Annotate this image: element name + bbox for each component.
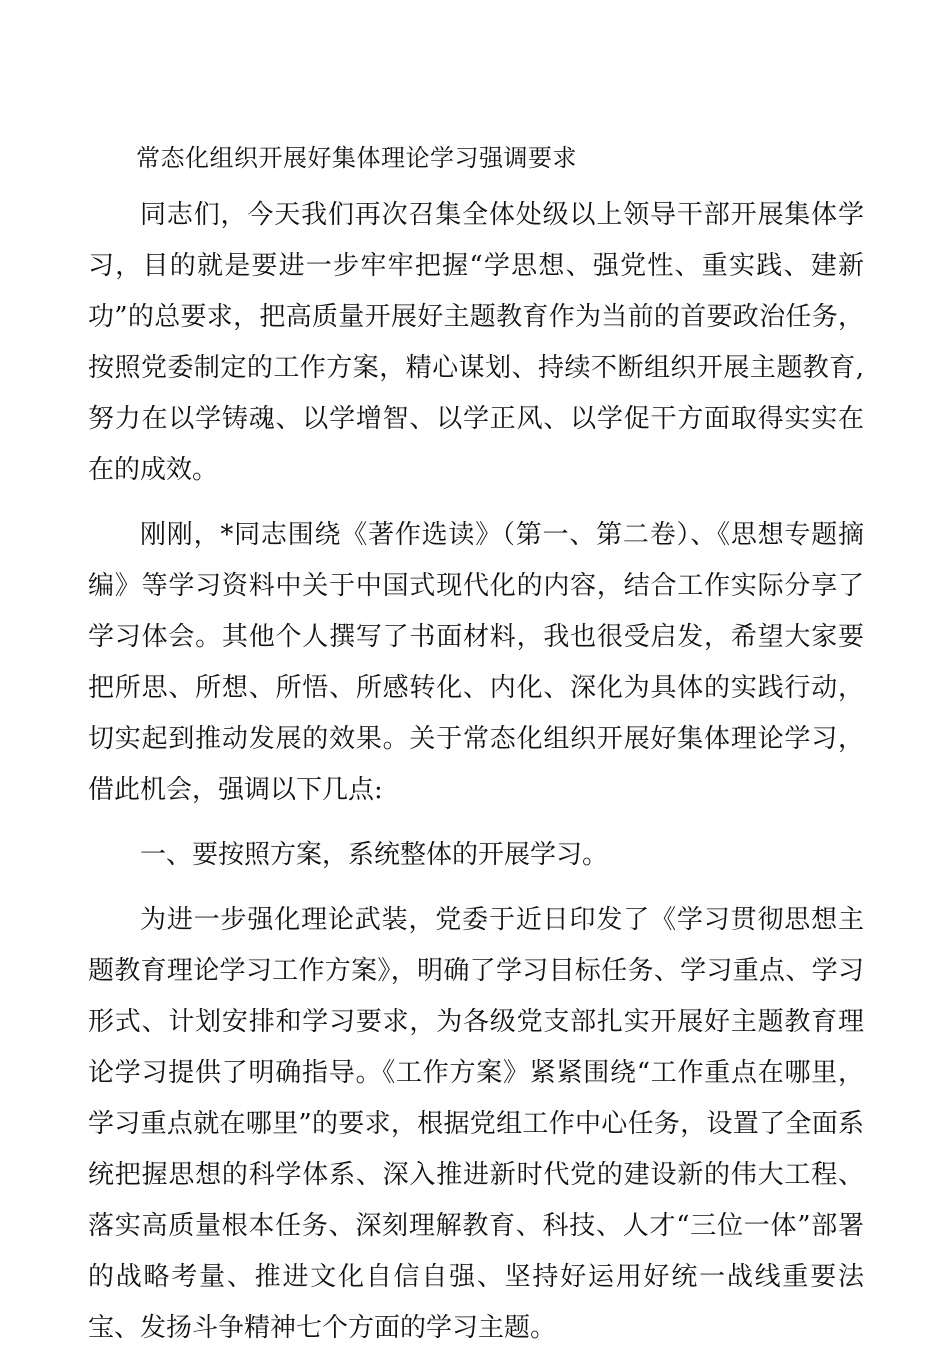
paragraph-section-one: 为进一步强化理论武装，党委于近日印发了《学习贯彻思想主题教育理论学习工作方案》，明确了学习目标任务、学习重点、学习形式、计划安排和学习要求，为各级党支部扎实开展好主题教育理论学习提供了明确指导。《工作方案》紧紧围绕“工作重点在哪里，学习重点就在哪里”的要求，根据党组工作中心任务，设置了全面系统把握思想的科学体系、深入推进新时代党的建设新的伟大工程、落实高质量根本任务、深刻理解教育、科技、人才“三位一体”部署的战略考量、推进文化自信自强、坚持好运用好统一战线重要法宝、发扬斗争精神七个方面的学习主题。 xyxy=(88,905,864,1343)
paragraph-review: 刚刚，*同志围绕《著作选读》（第一、第二卷）、《思想专题摘编》等学习资料中关于中国式现代化的内容，结合工作实际分享了学习体会。其他个人撰写了书面材料，我也很受启发，希望大家要把所思、所想、所悟、所感转化、内化、深化为具体的实践行动，切实起到推动发展的效果。关于常态化组织开展好集体理论学习，借此机会，强调以下几点: xyxy=(88,520,864,805)
paragraph-opening: 同志们，今天我们再次召集全体处级以上领导干部开展集体学习，目的就是要进一步牢牢把握“学思想、强党性、重实践、建新功”的总要求，把高质量开展好主题教育作为当前的首要政治任务，按照党委制定的工作方案，精心谋划、持续不断组织开展主题教育,努力在以学铸魂、以学增智、以学正风、以学促干方面取得实实在在的成效。 xyxy=(88,200,864,485)
document-page xyxy=(88,138,864,1368)
section-heading-one: 一、要按照方案，系统整体的开展学习。 xyxy=(140,840,609,870)
document-title: 常态化组织开展好集体理论学习强调要求 xyxy=(136,144,577,172)
